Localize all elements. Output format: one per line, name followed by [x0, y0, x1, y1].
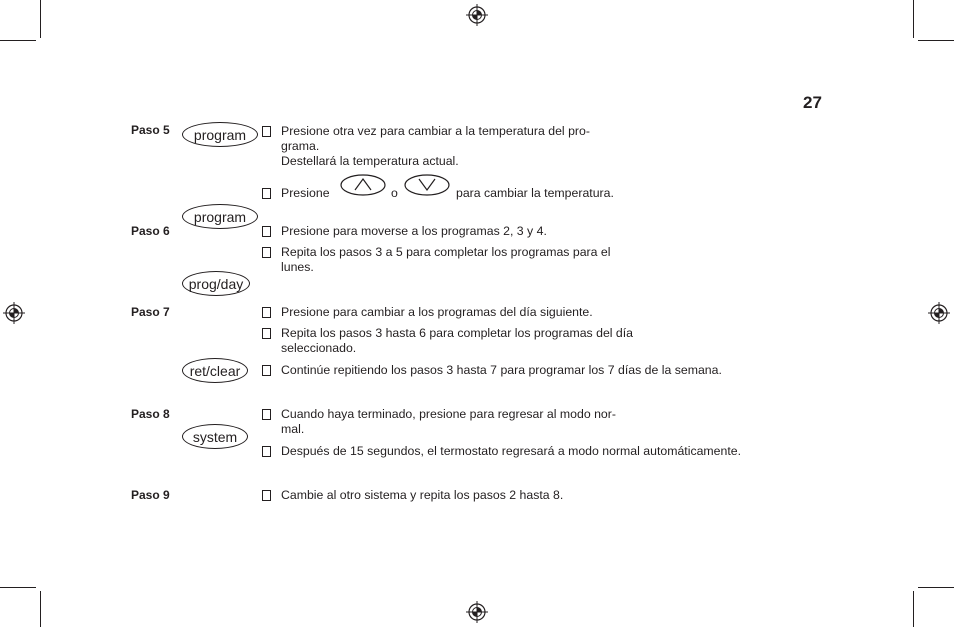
bullet-icon — [262, 365, 271, 376]
paso8-bullet1-line1: Cuando haya terminado, presione para regresar al modo nor- — [281, 407, 616, 421]
crop-mark-top-right-vertical — [913, 0, 914, 38]
registration-mark-icon — [928, 302, 950, 324]
crop-mark-bottom-right-vertical — [913, 591, 914, 627]
bullet-icon — [262, 446, 271, 457]
step-label-paso-6: Paso 6 — [131, 224, 170, 238]
crop-mark-bottom-left-vertical — [40, 591, 41, 627]
bullet-icon — [262, 307, 271, 318]
paso7-bullet1: Presione para cambiar a los programas del día siguiente. — [281, 305, 593, 319]
bullet-icon — [262, 328, 271, 339]
paso7-bullet3: Continúe repitiendo los pasos 3 hasta 7 para programar los 7 días de la semana. — [281, 363, 722, 377]
paso6-bullet1: Presione para moverse a los programas 2, 3 y 4. — [281, 224, 547, 238]
program-button[interactable]: program — [182, 204, 258, 229]
up-arrow-icon[interactable] — [340, 174, 386, 196]
crop-mark-bottom-right-horizontal — [918, 587, 954, 588]
crop-mark-bottom-left-horizontal — [0, 587, 36, 588]
page-number: 27 — [803, 93, 822, 112]
paso7-bullet2-line2: seleccionado. — [281, 341, 357, 355]
paso6-bullet2-line2: lunes. — [281, 260, 314, 274]
crop-mark-top-right-horizontal — [918, 40, 954, 41]
step-label-paso-8: Paso 8 — [131, 407, 170, 421]
bullet-icon — [262, 490, 271, 501]
registration-mark-icon — [3, 302, 25, 324]
down-arrow-icon[interactable] — [404, 174, 450, 196]
system-button[interactable]: system — [182, 424, 248, 449]
paso9-bullet1: Cambie al otro sistema y repita los pasos 2 hasta 8. — [281, 488, 564, 502]
step-label-paso-7: Paso 7 — [131, 305, 170, 319]
bullet-icon — [262, 126, 271, 137]
paso5-bullet1-line2: grama. — [281, 139, 320, 153]
prog-day-button[interactable]: prog/day — [182, 271, 250, 296]
crop-mark-top-left-vertical — [40, 0, 41, 38]
ret-clear-button[interactable]: ret/clear — [182, 358, 248, 383]
step-label-paso-5: Paso 5 — [131, 123, 170, 137]
crop-mark-top-left-horizontal — [0, 40, 36, 41]
step-label-paso-9: Paso 9 — [131, 488, 170, 502]
paso7-bullet2-line1: Repita los pasos 3 hasta 6 para completar los programas del día — [281, 326, 634, 340]
paso8-bullet1-line2: mal. — [281, 422, 305, 436]
paso5-bullet1-line3: Destellará la temperatura actual. — [281, 154, 459, 168]
registration-mark-icon — [466, 4, 488, 26]
bullet-icon — [262, 247, 271, 258]
bullet-icon — [262, 226, 271, 237]
paso5-bullet2-pre: Presione — [281, 186, 330, 200]
registration-mark-icon — [466, 601, 488, 623]
paso5-bullet2-or: o — [391, 186, 398, 200]
paso5-bullet1-line1: Presione otra vez para cambiar a la temperatura del pro- — [281, 124, 590, 138]
program-button[interactable]: program — [182, 122, 258, 147]
paso8-bullet2: Después de 15 segundos, el termostato regresará a modo normal automáticamente. — [281, 444, 742, 458]
bullet-icon — [262, 409, 271, 420]
bullet-icon — [262, 188, 271, 199]
paso6-bullet2-line1: Repita los pasos 3 a 5 para completar los programas para el — [281, 245, 611, 259]
paso5-bullet2-post: para cambiar la temperatura. — [456, 186, 614, 200]
